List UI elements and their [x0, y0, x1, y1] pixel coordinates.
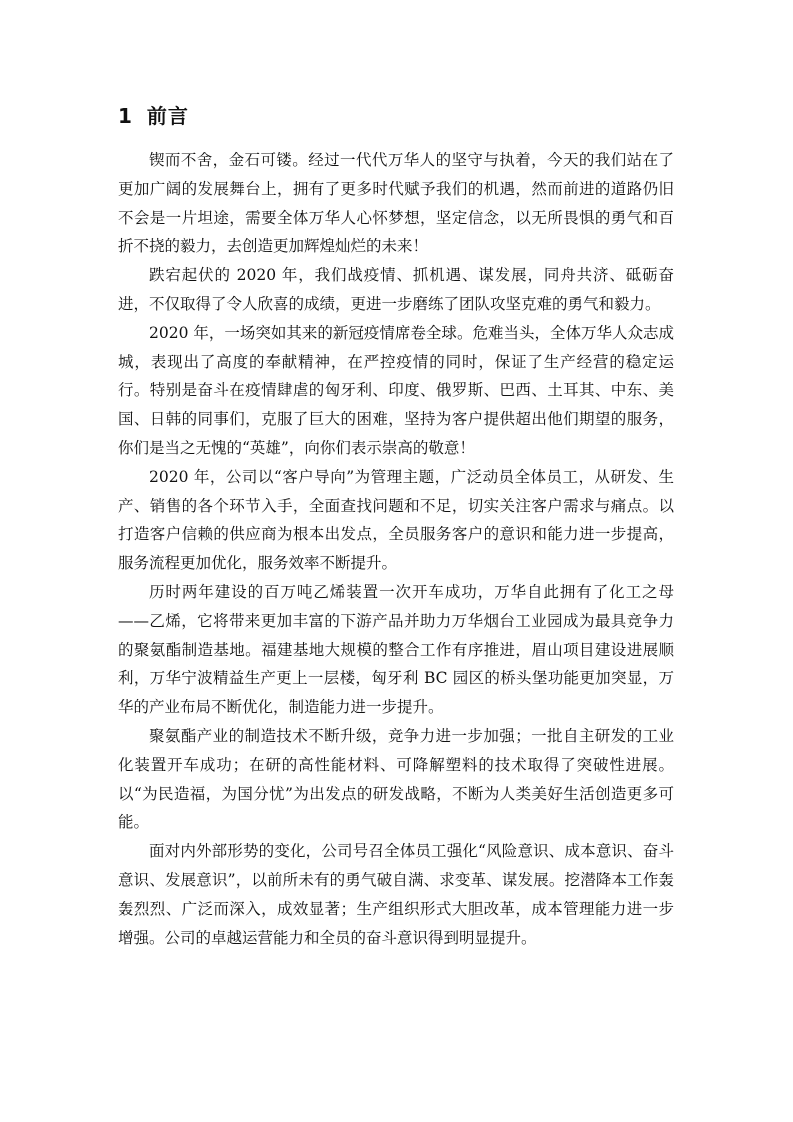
paragraph: 面对内外部形势的变化，公司号召全体员工强化“风险意识、成本意识、奋斗意识、发展意识”，以前所未有的勇气破自满、求变革、谋发展。挖潜降本工作轰轰烈烈、广泛而深入，成效显著；生产组织形式大胆改革，成本管理能力进一步增强。公司的卓越运营能力和全员的奋斗意识得到明显提升。 [118, 842, 674, 947]
section-number: 1 [118, 104, 133, 128]
section-title: 前言 [146, 104, 189, 128]
paragraph: 2020 年，公司以“客户导向”为管理主题，广泛动员全体员工，从研发、生产、销售的各个环节入手，全面查找问题和不足，切实关注客户需求与痛点。以打造客户信赖的供应商为根本出发点，全员服务客户的意识和能力进一步提高，服务流程更加优化，服务效率不断提升。 [118, 467, 674, 573]
paragraph: 锲而不舍，金石可镂。经过一代代万华人的坚守与执着，今天的我们站在了更加广阔的发展舞台上，拥有了更多时代赋予我们的机遇，然而前进的道路仍旧不会是一片坦途，需要全体万华人心怀梦想，坚定信念，以无所畏惧的勇气和百折不挠的毅力，去创造更加辉煌灿烂的未来！ [118, 151, 674, 256]
paragraph: 历时两年建设的百万吨乙烯装置一次开车成功，万华自此拥有了化工之母——乙烯，它将带来更加丰富的下游产品并助力万华烟台工业园成为最具竞争力的聚氨酯制造基地。福建基地大规模的整合工作有序推进，眉山项目建设进展顺利，万华宁波精益生产更上一层楼，匈牙利 BC 园区的桥头堡功能更加突显，万华的产业布局不断优化，制造能力进一步提升。 [118, 582, 674, 717]
section-heading [118, 102, 189, 130]
body-text [118, 146, 674, 952]
paragraph: 2020 年，一场突如其来的新冠疫情席卷全球。危难当头，全体万华人众志成城，表现出了高度的奉献精神，在严控疫情的同时，保证了生产经营的稳定运行。特别是奋斗在疫情肆虐的匈牙利、印度、俄罗斯、巴西、土耳其、中东、美国、日韩的同事们，克服了巨大的困难，坚持为客户提供超出他们期望的服务，你们是当之无愧的“英雄”，向你们表示崇高的敬意！ [118, 323, 674, 457]
paragraph: 跌宕起伏的 2020 年，我们战疫情、抓机遇、谋发展，同舟共济、砥砺奋进，不仅取得了令人欣喜的成绩，更进一步磨练了团队攻坚克难的勇气和毅力。 [118, 266, 674, 313]
paragraph: 聚氨酯产业的制造技术不断升级，竞争力进一步加强；一批自主研发的工业化装置开车成功；在研的高性能材料、可降解塑料的技术取得了突破性进展。以“为民造福，为国分忧”为出发点的研发战略，不断为人类美好生活创造更多可能。 [118, 726, 674, 832]
